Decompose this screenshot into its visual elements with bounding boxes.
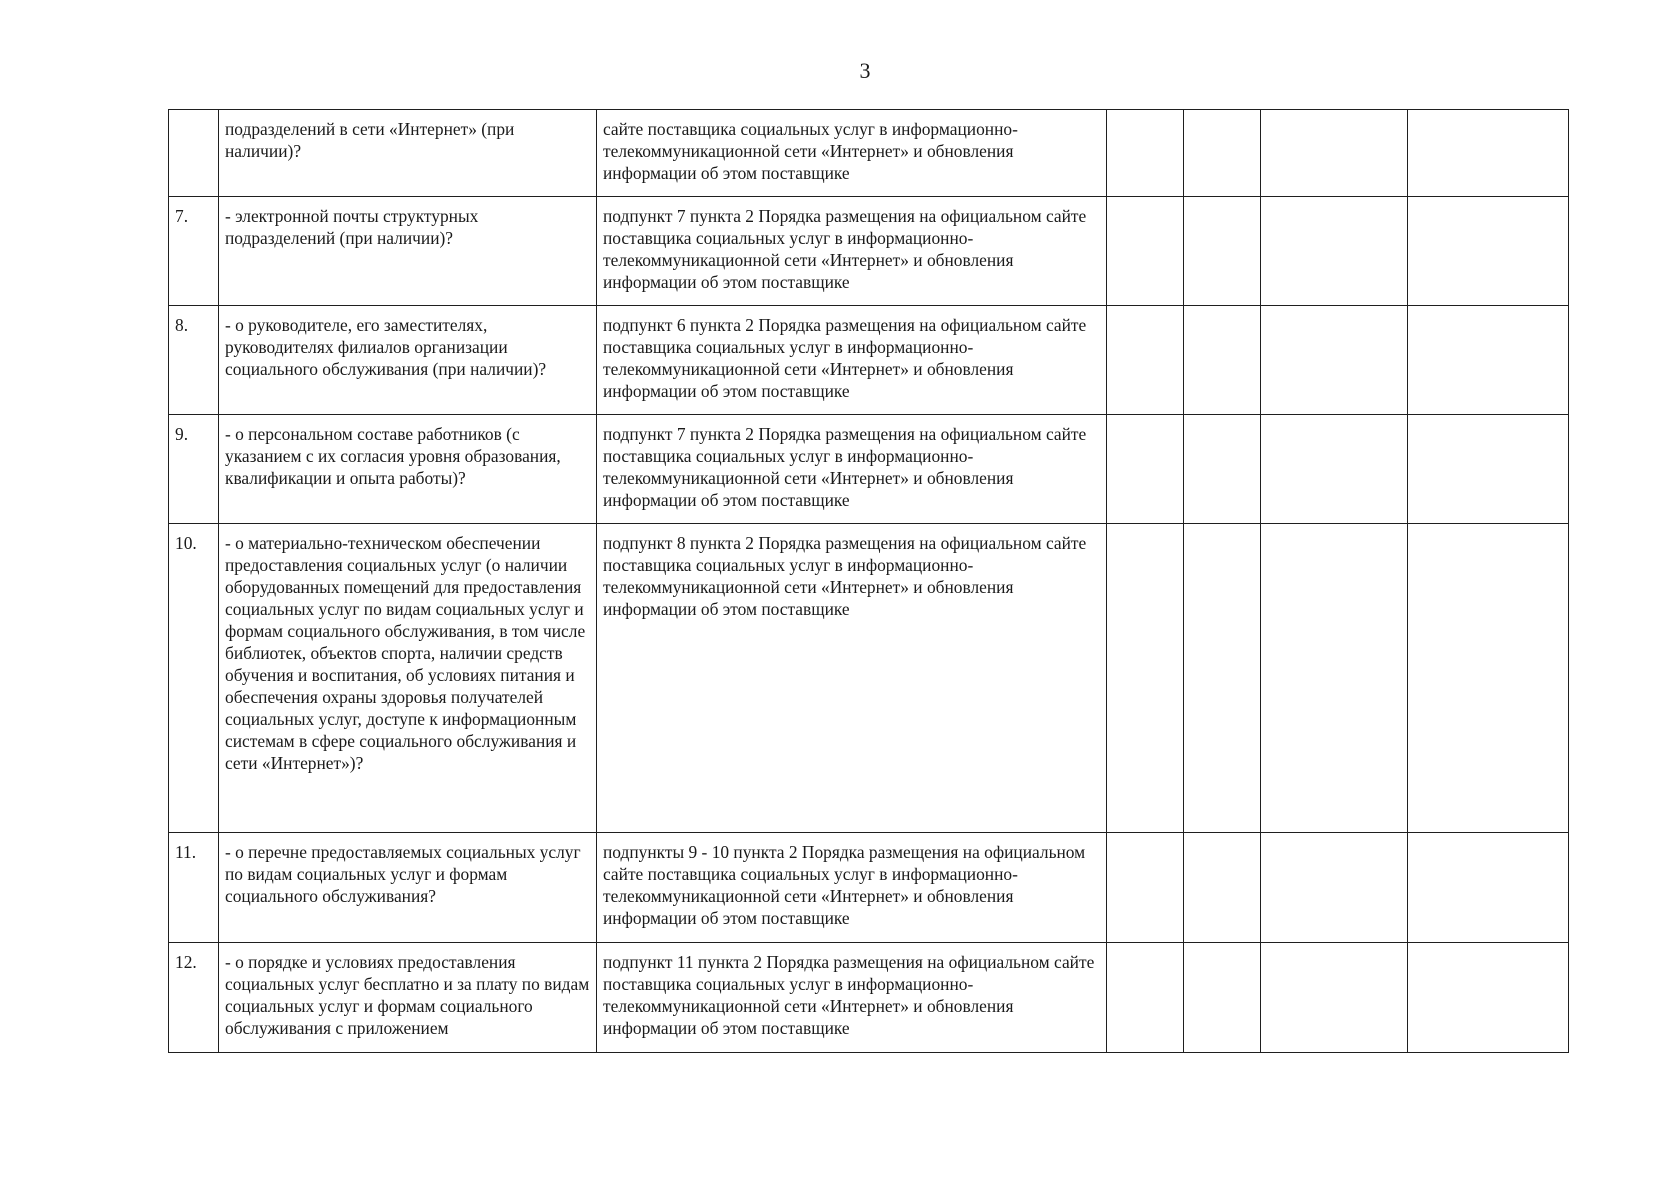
note-cell (1408, 306, 1569, 415)
legal-basis-cell: подпункт 7 пункта 2 Порядка размещения на официальном сайте поставщика социальных услуг в информационно-телекоммуникационной сети «Интернет» и обновления информации об этом поставщике (597, 197, 1107, 306)
legal-basis-cell: сайте поставщика социальных услуг в информационно-телекоммуникационной сети «Интернет» и обновления информации об этом поставщике (597, 110, 1107, 197)
legal-basis-cell: подпункты 9 - 10 пункта 2 Порядка размещения на официальном сайте поставщика социальных услуг в информационно-телекоммуникационной сети «Интернет» и обновления информации об этом поставщике (597, 833, 1107, 943)
row-number: 12. (169, 943, 219, 1053)
page-number: 3 (859, 58, 871, 83)
checklist-table (168, 109, 1569, 1053)
answer-yes-cell (1107, 197, 1184, 306)
question-cell: - электронной почты структурных подразделений (при наличии)? (219, 197, 597, 306)
question-cell: - о порядке и условиях предоставления социальных услуг бесплатно и за плату по видам социальных услуг и формам социального обслуживания с приложением (219, 943, 597, 1053)
answer-na-cell (1261, 197, 1408, 306)
legal-basis-cell: подпункт 6 пункта 2 Порядка размещения на официальном сайте поставщика социальных услуг в информационно-телекоммуникационной сети «Интернет» и обновления информации об этом поставщике (597, 306, 1107, 415)
note-cell (1408, 197, 1569, 306)
question-cell: - о персональном составе работников (с указанием с их согласия уровня образования, квалификации и опыта работы)? (219, 415, 597, 524)
legal-basis-cell: подпункт 11 пункта 2 Порядка размещения на официальном сайте поставщика социальных услуг в информационно-телекоммуникационной сети «Интернет» и обновления информации об этом поставщике (597, 943, 1107, 1053)
answer-na-cell (1261, 943, 1408, 1053)
note-cell (1408, 833, 1569, 943)
answer-no-cell (1184, 833, 1261, 943)
row-number (169, 110, 219, 197)
table-row (169, 110, 1569, 197)
answer-no-cell (1184, 197, 1261, 306)
note-cell (1408, 110, 1569, 197)
answer-na-cell (1261, 524, 1408, 833)
note-cell (1408, 524, 1569, 833)
table-row (169, 415, 1569, 524)
table-row (169, 833, 1569, 943)
answer-na-cell (1261, 306, 1408, 415)
row-number: 7. (169, 197, 219, 306)
row-number: 9. (169, 415, 219, 524)
answer-yes-cell (1107, 943, 1184, 1053)
question-cell: - о перечне предоставляемых социальных услуг по видам социальных услуг и формам социального обслуживания? (219, 833, 597, 943)
table-row (169, 943, 1569, 1053)
answer-no-cell (1184, 415, 1261, 524)
answer-yes-cell (1107, 833, 1184, 943)
row-number: 10. (169, 524, 219, 833)
answer-yes-cell (1107, 524, 1184, 833)
row-number: 11. (169, 833, 219, 943)
answer-na-cell (1261, 833, 1408, 943)
table-row (169, 306, 1569, 415)
answer-no-cell (1184, 943, 1261, 1053)
answer-yes-cell (1107, 110, 1184, 197)
legal-basis-cell: подпункт 7 пункта 2 Порядка размещения на официальном сайте поставщика социальных услуг в информационно-телекоммуникационной сети «Интернет» и обновления информации об этом поставщике (597, 415, 1107, 524)
row-number: 8. (169, 306, 219, 415)
answer-yes-cell (1107, 306, 1184, 415)
answer-no-cell (1184, 524, 1261, 833)
table-row (169, 524, 1569, 833)
answer-na-cell (1261, 110, 1408, 197)
legal-basis-cell: подпункт 8 пункта 2 Порядка размещения на официальном сайте поставщика социальных услуг в информационно-телекоммуникационной сети «Интернет» и обновления информации об этом поставщике (597, 524, 1107, 833)
answer-no-cell (1184, 306, 1261, 415)
answer-yes-cell (1107, 415, 1184, 524)
note-cell (1408, 943, 1569, 1053)
table-row (169, 197, 1569, 306)
question-cell: подразделений в сети «Интернет» (при наличии)? (219, 110, 597, 197)
question-cell: - о руководителе, его заместителях, руководителях филиалов организации социального обслуживания (при наличии)? (219, 306, 597, 415)
answer-no-cell (1184, 110, 1261, 197)
question-cell: - о материально-техническом обеспечении предоставления социальных услуг (о наличии оборудованных помещений для предоставления социальных услуг по видам социальных услуг и формам социального обслуживания, в том числе библиотек, объектов спорта, наличии средств обучения и воспитания, об условиях питания и обеспечения охраны здоровья получателей социальных услуг, доступе к информационным системам в сфере социального обслуживания и сети «Интернет»)? (219, 524, 597, 833)
note-cell (1408, 415, 1569, 524)
answer-na-cell (1261, 415, 1408, 524)
